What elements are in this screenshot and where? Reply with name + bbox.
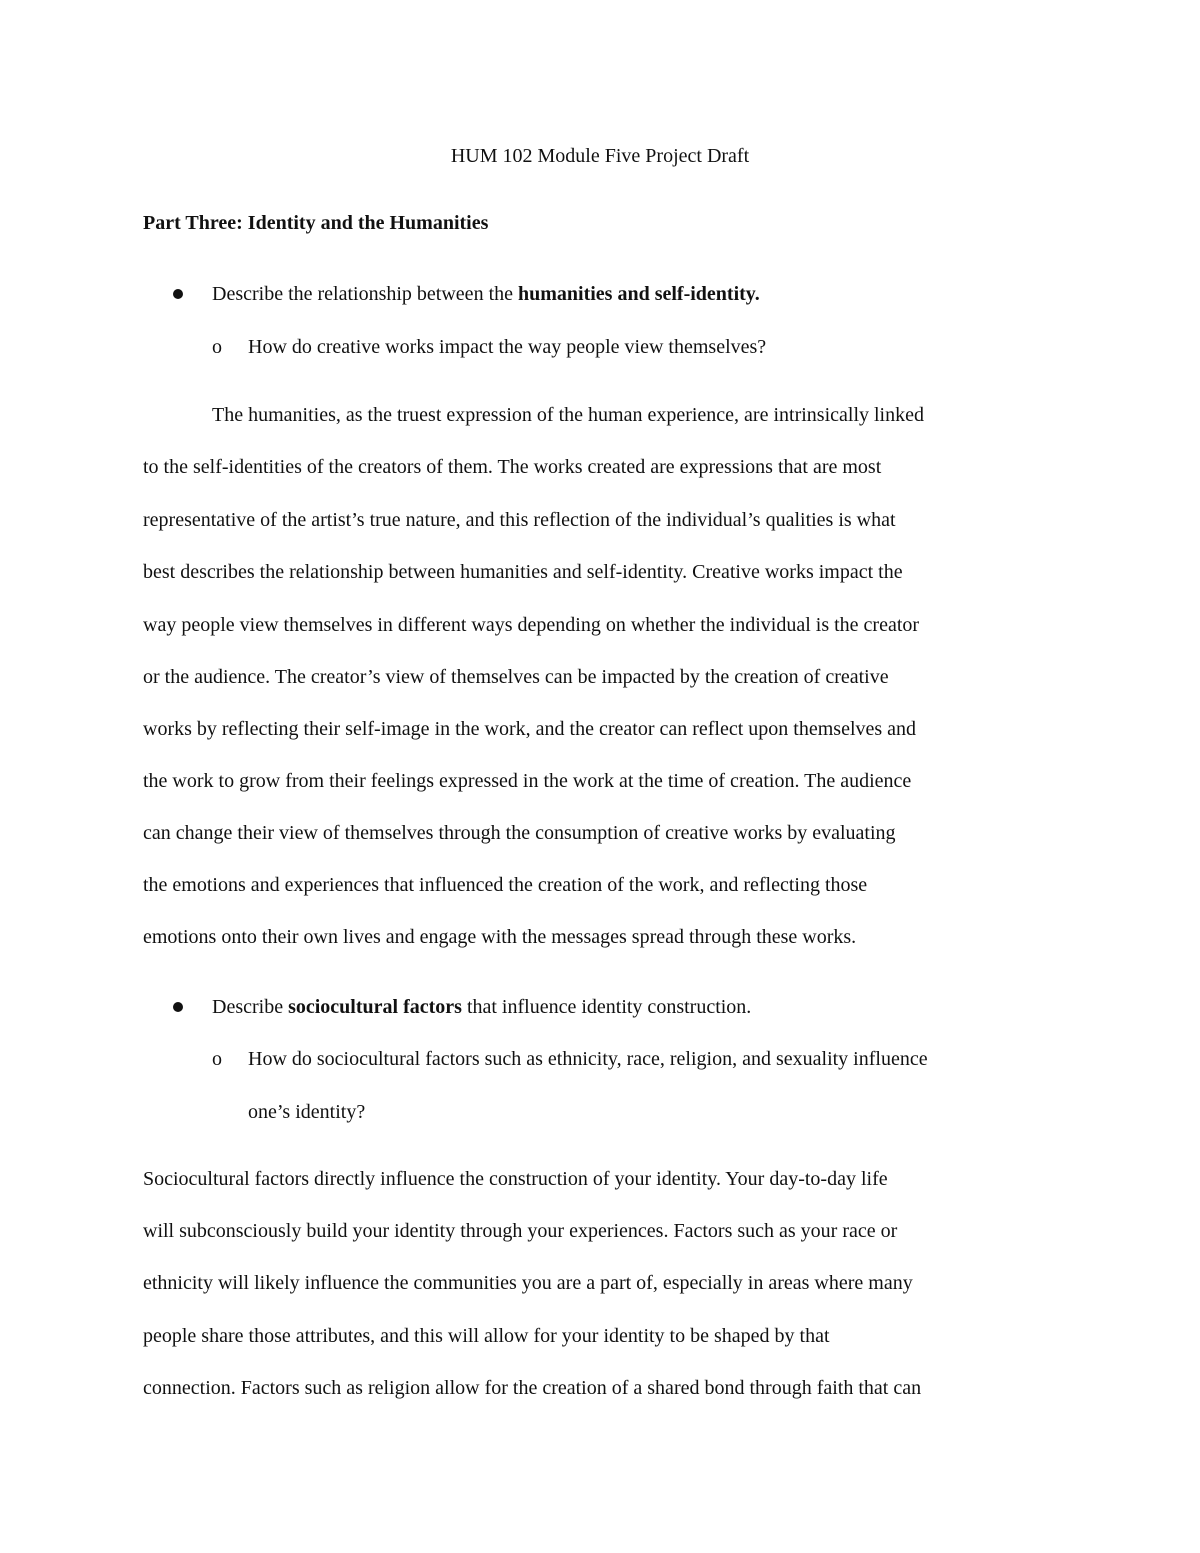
bullet-dot-icon <box>173 1002 183 1012</box>
paragraph-1-line: works by reflecting their self-image in the work, and the creator can reflect upon themselves and <box>143 718 917 740</box>
paragraph-1-line: the emotions and experiences that influenced the creation of the work, and reflecting those <box>143 874 868 896</box>
paragraph-2-line: Sociocultural factors directly influence the construction of your identity. Your day-to-day life <box>143 1168 888 1190</box>
sub-bullet-2-text-cont: one’s identity? <box>248 1101 366 1123</box>
paragraph-1-line: to the self-identities of the creators of them. The works created are expressions that are most <box>143 456 882 478</box>
bullet-2-bold: sociocultural factors <box>288 996 462 1018</box>
document-title: HUM 102 Module Five Project Draft <box>450 145 750 167</box>
paragraph-2-line: ethnicity will likely influence the communities you are a part of, especially in areas where many <box>143 1272 913 1294</box>
bullet-1-bold: humanities and self-identity. <box>518 283 760 305</box>
paragraph-1-line: or the audience. The creator’s view of themselves can be impacted by the creation of creative <box>143 666 889 688</box>
sub-bullet-1-text: How do creative works impact the way people view themselves? <box>248 336 767 358</box>
bullet-2-text <box>212 994 1132 1020</box>
paragraph-2-line: connection. Factors such as religion allow for the creation of a shared bond through faith that can <box>143 1377 922 1399</box>
paragraph-1-line: can change their view of themselves through the consumption of creative works by evaluating <box>143 822 896 844</box>
sub-bullet-2-text: How do sociocultural factors such as ethnicity, race, religion, and sexuality influence <box>248 1048 928 1070</box>
paragraph-1-line: way people view themselves in different ways depending on whether the individual is the creator <box>143 614 920 636</box>
paragraph-1-line: the work to grow from their feelings expressed in the work at the time of creation. The audience <box>143 770 912 792</box>
paragraph-1-line: The humanities, as the truest expression of the human experience, are intrinsically linked <box>212 404 924 426</box>
sub-bullet-marker: o <box>212 1048 222 1070</box>
paragraph-1-line: emotions onto their own lives and engage with the messages spread through these works. <box>143 926 857 948</box>
bullet-2-prefix: Describe <box>212 996 289 1018</box>
paragraph-1-line: best describes the relationship between humanities and self-identity. Creative works impact the <box>143 561 903 583</box>
paragraph-1-line: representative of the artist’s true nature, and this reflection of the individual’s qualities is what <box>143 509 896 531</box>
bullet-1-text <box>212 281 1132 307</box>
bullet-dot-icon <box>173 289 183 299</box>
section-heading: Part Three: Identity and the Humanities <box>143 212 489 234</box>
paragraph-2-line: will subconsciously build your identity through your experiences. Factors such as your race or <box>143 1220 898 1242</box>
bullet-2-suffix: that influence identity construction. <box>461 996 752 1018</box>
paragraph-2-line: people share those attributes, and this will allow for your identity to be shaped by that <box>143 1325 830 1347</box>
sub-bullet-marker: o <box>212 336 222 358</box>
bullet-1-prefix: Describe the relationship between the <box>212 283 518 305</box>
